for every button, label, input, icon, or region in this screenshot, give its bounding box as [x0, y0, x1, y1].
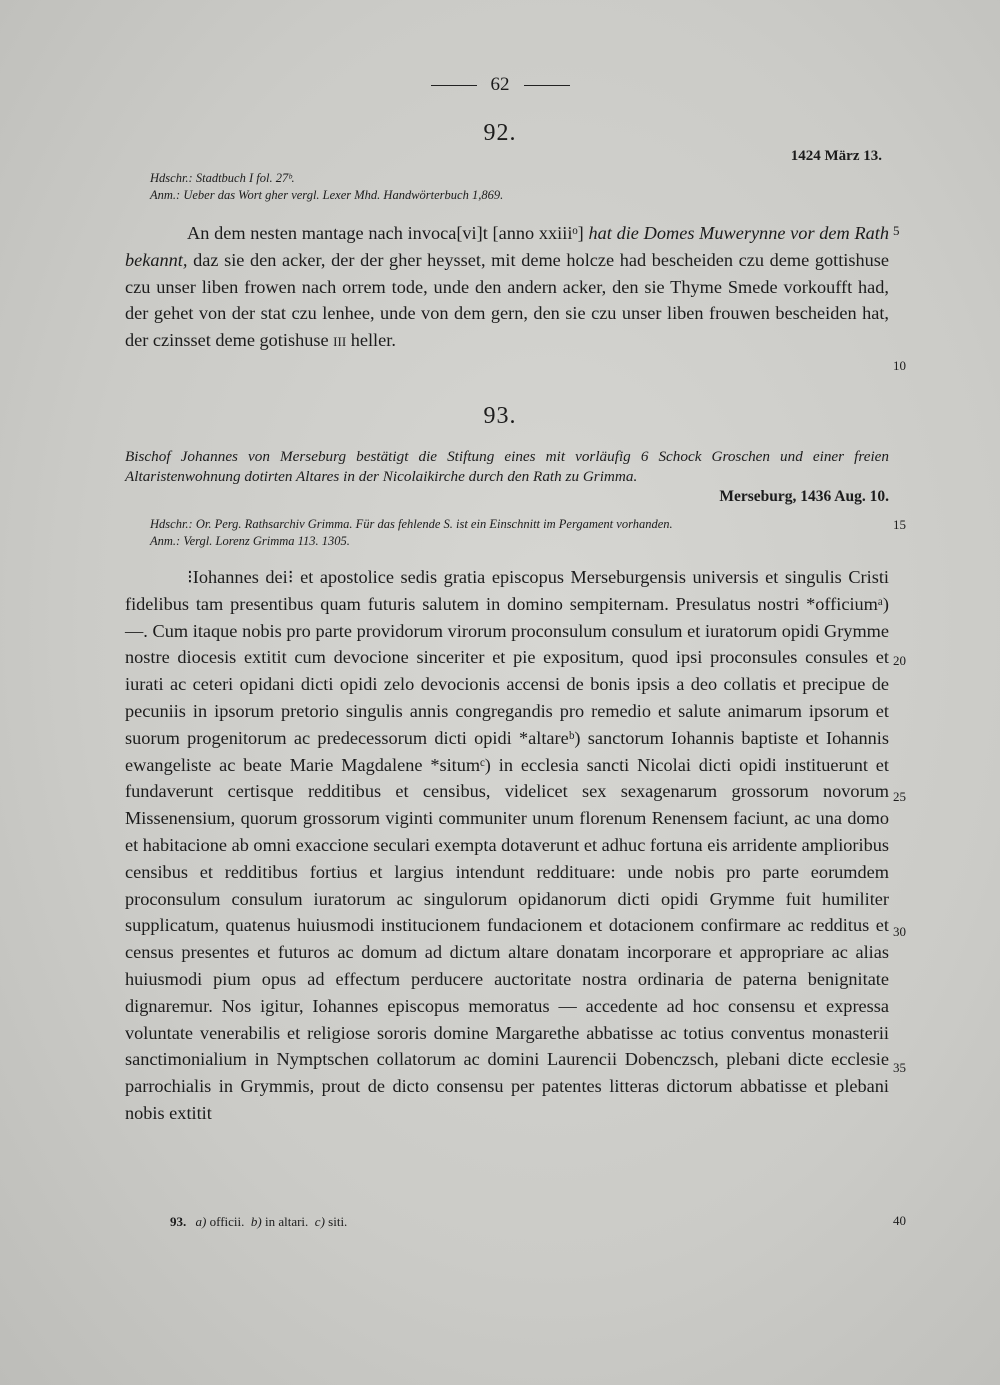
doc92-hdschr: Hdschr.: Stadtbuch I fol. 27ᵇ. [150, 171, 295, 185]
doc93-summary-text: Bischof Johannes von Merseburg bestätigt die Stiftung eines mit vorläufig 6 Schock Groschen und einer freien Altaristenwohnung dotirten Altares in der Nicolaikirche durch den Rath zu Grimma. [125, 448, 889, 485]
page-header [0, 74, 1000, 96]
doc92-number: 92. [483, 120, 517, 146]
line-number: 10 [893, 358, 906, 373]
page-number: 62 [490, 74, 510, 95]
doc93-meta [150, 516, 673, 550]
line-number: 15 [893, 517, 906, 532]
line-number: 40 [893, 1213, 906, 1228]
line-number: 20 [893, 653, 906, 668]
line-number: 25 [893, 789, 906, 804]
line-number: 30 [893, 924, 906, 939]
footnote-b: in altari. [264, 1214, 309, 1229]
line-number: 5 [893, 223, 900, 238]
doc93-place-date: Merseburg, 1436 Aug. 10. [719, 488, 889, 505]
doc93-summary [125, 447, 889, 507]
footnote-label: 93. [170, 1214, 187, 1229]
doc93-hdschr: Hdschr.: Or. Perg. Rathsarchiv Grimma. Für das fehlende S. ist ein Einschnitt im Pergament vorhanden. [150, 517, 673, 531]
header-rule-left [431, 85, 477, 86]
doc93-body: ⁝Iohannes dei⁝ et apostolice sedis gratia episcopus Merseburgensis universis et singulis Cristi fidelibus tam presentibus quam futuris salutem in domino sempiternam. Presulatus nostri *officiumᵃ) —. Cum itaque nobis pro parte providorum virorum proconsulum consulum et iuratorum opidi Grymme nostre diocesis extitit cum devocione sinceriter et pie expositum, quod ipsi proconsules consules et iurati ac ceteri opidani dicti opidi zelo devocionis accensi de bonis ipsis a deo collatis et precipue de pecuniis in ipsorum pretorio singulis annis congregandis pro remedio et salute animarum ipsorum et suorum progenitorum ac predecessorum dicti opidi *altareᵇ) sanctorum Iohannis baptiste et Iohannis ewangeliste ac beate Marie Magdalene *situmᶜ) in ecclesia sancti Nicolai dicti opidi instituerunt et fundaverunt certisque redditibus et censibus, videlicet sex sexagenarum grossorum novorum Missenensium, quorum grossorum viginti communiter unum florenum Renensem faciunt, ac una domo et habitacione ab omni exaccione seculari exempta dotaverunt et adhuc fortuna eis arridente amplioribus censibus et redditibus fortius et largius intendunt reddituare: unde nobis pro parte eorumdem proconsulum consulum iuratorum ac singulorum opidanorum dicti opidi Grymme fuit humiliter supplicatum, quatenus huiusmodi institucionem fundacionem et dotacionem confirmare ac redditus et census presentes et futuros ac domum ad dictum altare donatam incorporare et appropriare ac alias huiusmodi pium opus ad effectum perducere auctoritate nostra ordinaria de paterna benignitate dignaremur. Nos igitur, Iohannes episcopus memoratus — accedente ad hoc consensu et expressa voluntate venerabilis et religiose sororis domine Margarethe abbatisse ac totius conventus monasterii sanctimonialium in Nymptschen collatorum ac domini Laurencii Dobenczsch, plebani dicte ecclesie parrochialis in Grymmis, prout de dicto consensu per patentes litteras dictorum abbatisse et plebani nobis extitit [125, 567, 889, 1123]
line-number: 35 [893, 1060, 906, 1075]
doc92-anm: Anm.: Ueber das Wort gher vergl. Lexer Mhd. Handwörterbuch 1,869. [150, 188, 504, 202]
doc92-date: 1424 März 13. [790, 148, 882, 164]
footnote-a: officii. [209, 1214, 245, 1229]
doc92-meta [150, 170, 503, 204]
footnote-c: siti. [328, 1214, 348, 1229]
footnotes: 93. a) officii. b) in altari. c) siti. [170, 1214, 348, 1229]
doc93-number: 93. [483, 403, 517, 429]
doc93-anm: Anm.: Vergl. Lorenz Grimma 113. 1305. [150, 534, 350, 548]
header-rule-right [524, 85, 570, 86]
doc92-body: An dem nesten mantage nach invoca[vi]t [anno xxiiiᵒ] hat die Domes Muwerynne vor dem Rath bekannt, daz sie den acker, der der gher heysset, mit deme holcze had bescheiden czu deme gottishuse czu unser liben frowen nach orrem tode, unde den andern acker, den sie Thyme Smede vorkoufft had, der gehet von der stat czu lenhee, unde von dem gern, den sie czu unser liben frouwen bescheiden hat, der czinsset deme gotishuse iii heller. [125, 223, 890, 351]
